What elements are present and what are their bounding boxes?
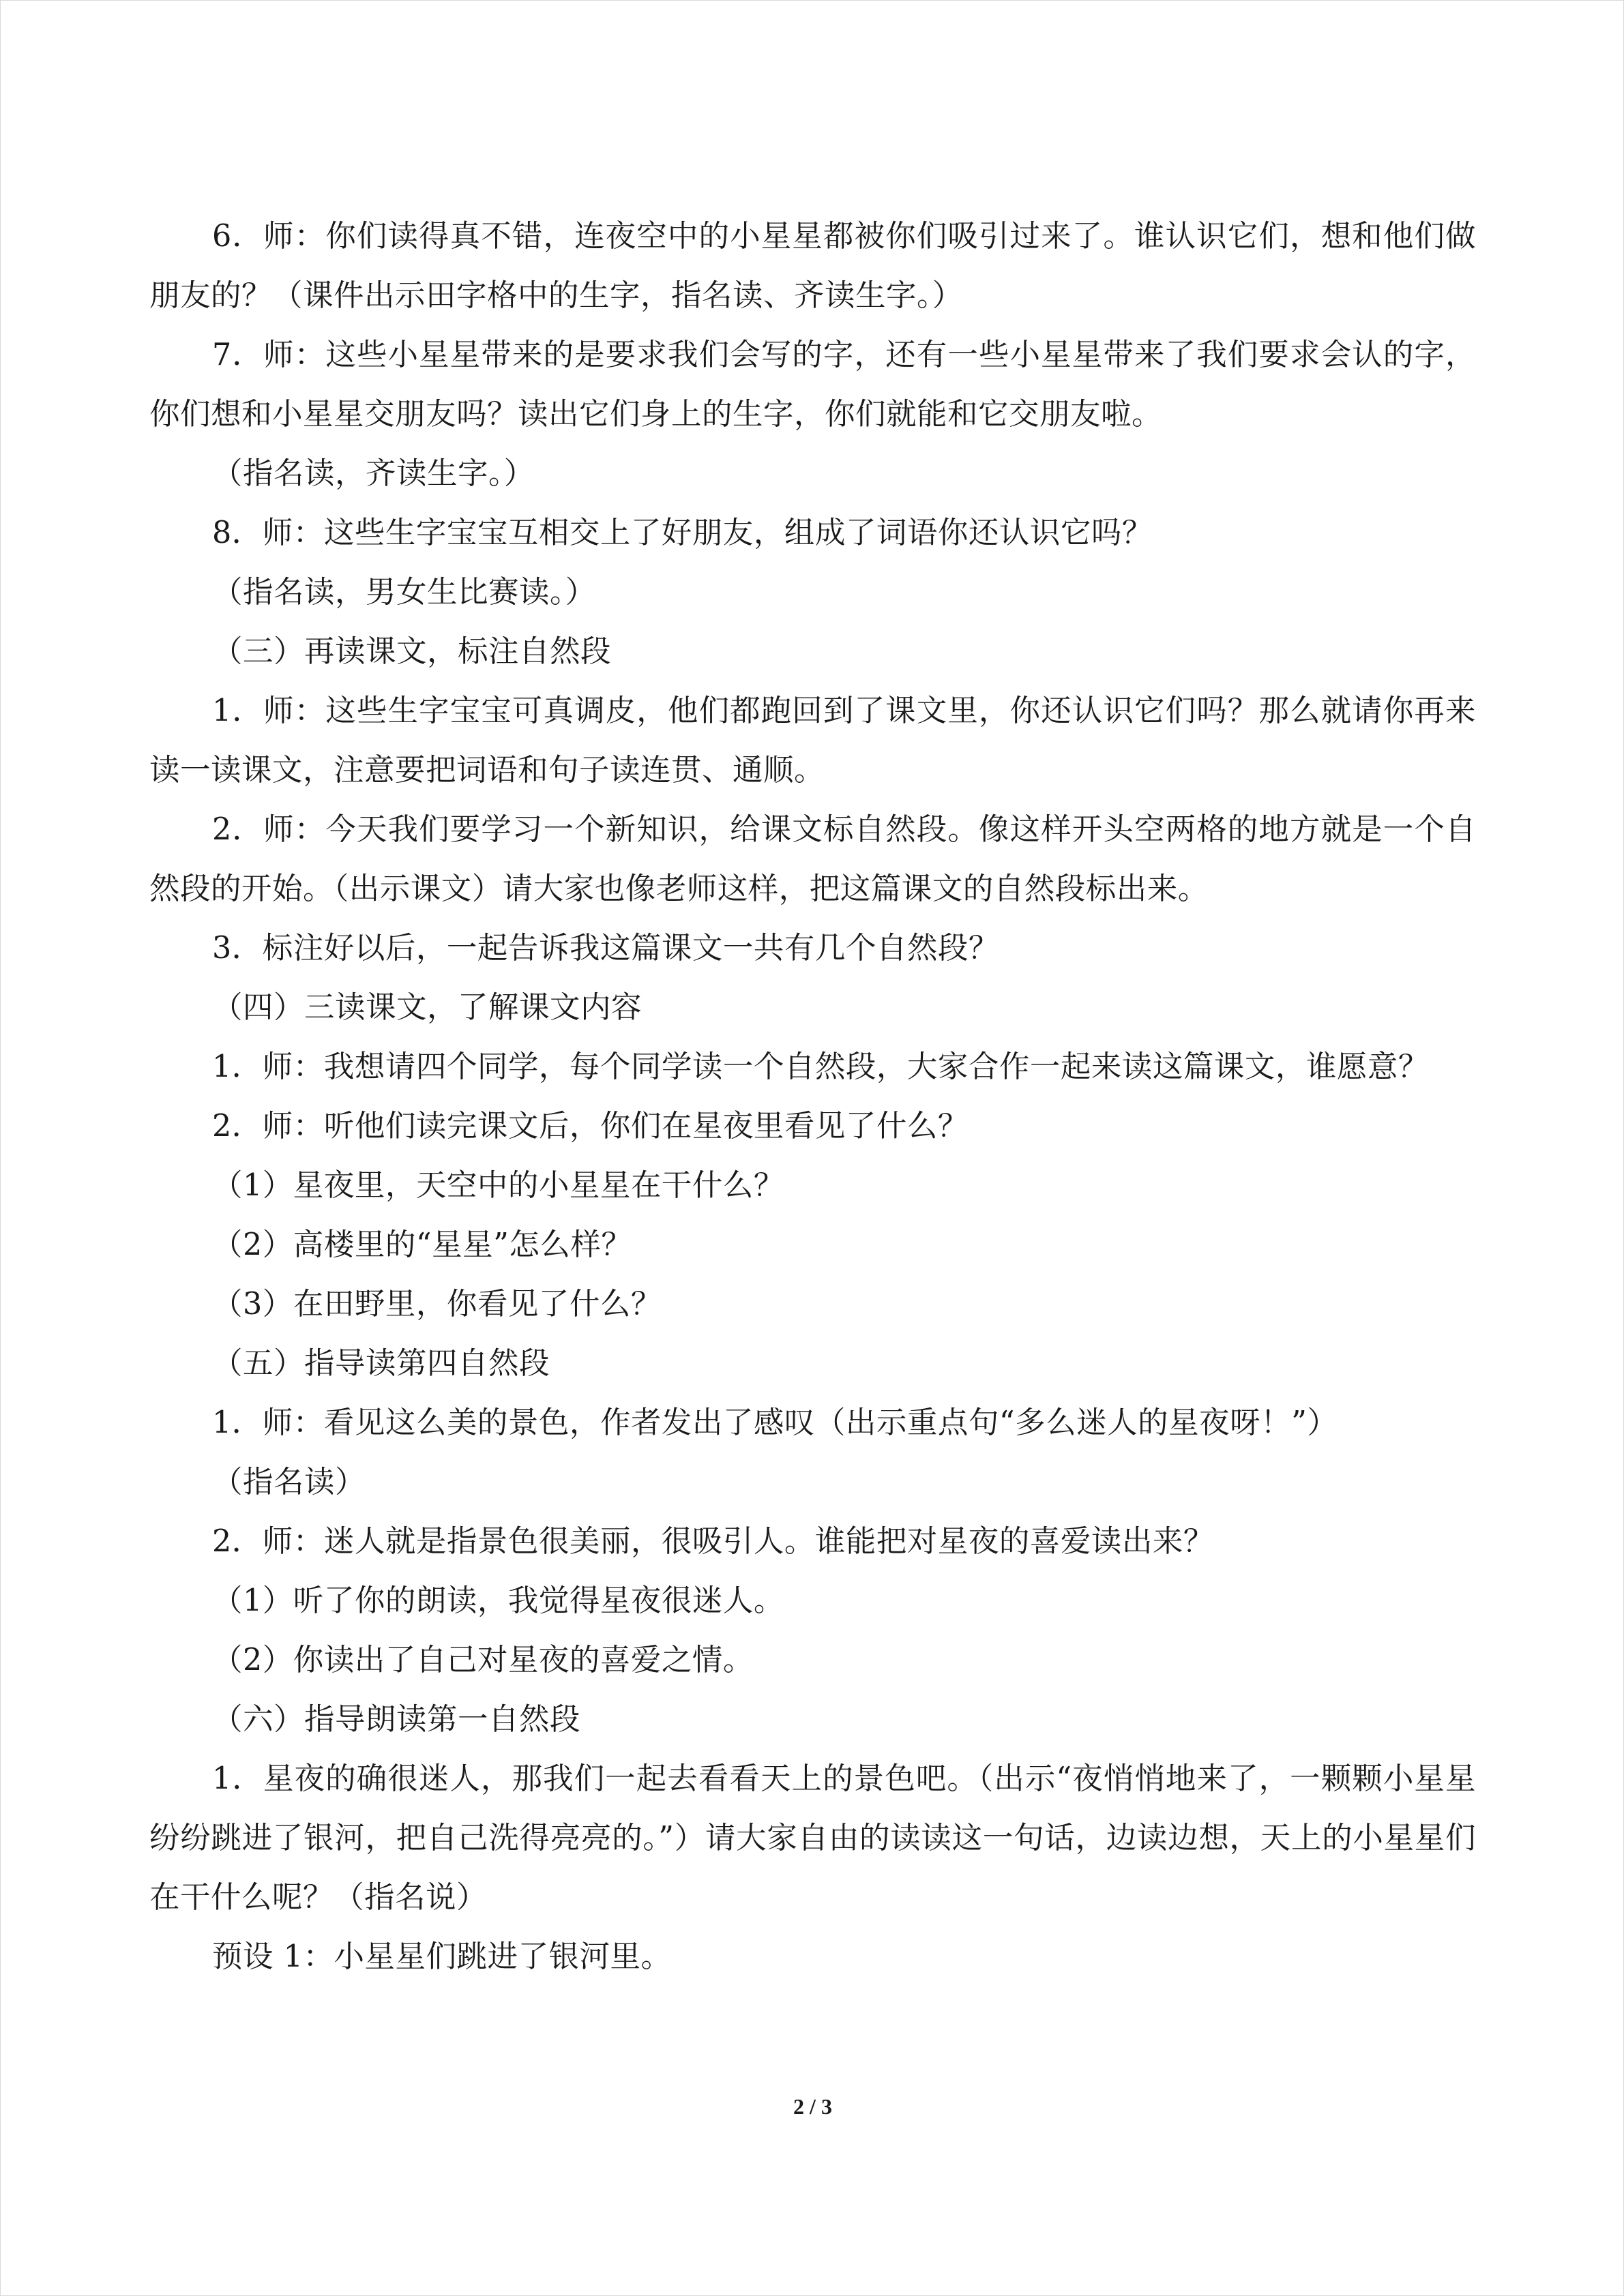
paragraph: 1．师：看见这么美的景色，作者发出了感叹（出示重点句“多么迷人的星夜呀！”） [212, 1405, 1338, 1440]
paragraph: （1）听了你的朗读，我觉得星夜很迷人。 [212, 1583, 784, 1618]
page-number: 2 / 3 [793, 2094, 832, 2119]
paragraph: 1．星夜的确很迷人，那我们一起去看看天上的景色吧。（出示“夜悄悄地来了，一颗颗小星星纷纷跳进了银河，把自己洗得亮亮的。”）请大家自由的读读这一句话，边读边想，天上的小星星们在干什么呢？（指名说） [149, 1761, 1476, 1915]
paragraph: 1．师：这些生字宝宝可真调皮，他们都跑回到了课文里，你还认识它们吗？那么就请你再来读一读课文，注意要把词语和句子读连贯、通顺。 [149, 694, 1476, 788]
paragraph: （指名读） [212, 1465, 366, 1500]
section-heading: （三）再读课文，标注自然段 [212, 634, 612, 669]
paragraph: 2．师：今天我们要学习一个新知识，给课文标自然段。像这样开头空两格的地方就是一个自然段的开始。（出示课文）请大家也像老师这样，把这篇课文的自然段标出来。 [149, 812, 1476, 906]
paragraph: （2）你读出了自己对星夜的喜爱之情。 [212, 1643, 754, 1678]
paragraph: （2）高楼里的“星星”怎么样？ [212, 1227, 632, 1262]
section-heading: （四）三读课文，了解课文内容 [212, 990, 643, 1025]
section-heading: （六）指导朗读第一自然段 [212, 1702, 581, 1737]
paragraph: （指名读，齐读生字。） [212, 456, 535, 491]
paragraph: 1．师：我想请四个同学，每个同学读一个自然段，大家合作一起来读这篇课文，谁愿意？ [212, 1049, 1429, 1084]
paragraph: 3．标注好以后，一起告诉我这篇课文一共有几个自然段？ [212, 931, 999, 966]
paragraph: 2．师：听他们读完课文后，你们在星夜里看见了什么？ [212, 1109, 969, 1144]
paragraph: 6．师：你们读得真不错，连夜空中的小星星都被你们吸引过来了。谁认识它们，想和他们做朋友的？（课件出示田字格中的生字，指名读、齐读生字。） [149, 219, 1476, 313]
paragraph: 8．师：这些生字宝宝互相交上了好朋友，组成了词语你还认识它吗？ [212, 516, 1153, 550]
paragraph: （指名读，男女生比赛读。） [212, 575, 596, 610]
paragraph: 2．师：迷人就是指景色很美丽，很吸引人。谁能把对星夜的喜爱读出来？ [212, 1524, 1214, 1559]
paragraph: 7．师：这些小星星带来的是要求我们会写的字，还有一些小星星带来了我们要求会认的字，你们想和小星星交朋友吗？读出它们身上的生字，你们就能和它交朋友啦。 [149, 338, 1476, 432]
document-body [149, 207, 1476, 1986]
section-heading: （五）指导读第四自然段 [212, 1346, 550, 1381]
paragraph: （3）在田野里，你看见了什么？ [212, 1287, 662, 1322]
paragraph: （1）星夜里，天空中的小星星在干什么？ [212, 1168, 784, 1203]
paragraph: 预设 1：小星星们跳进了银河里。 [212, 1939, 672, 1974]
